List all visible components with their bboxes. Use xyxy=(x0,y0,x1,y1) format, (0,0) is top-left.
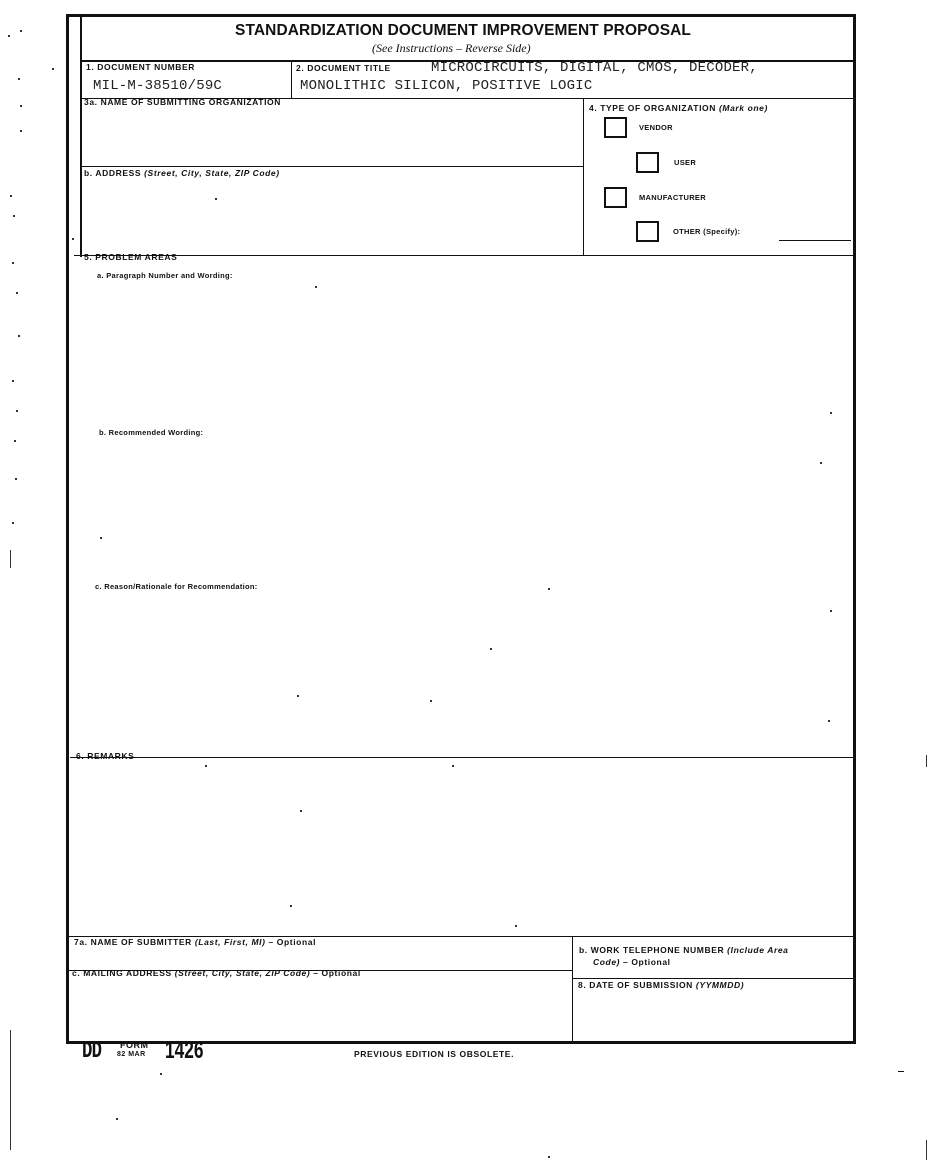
org-name-label: 3a. NAME OF SUBMITTING ORGANIZATION xyxy=(84,97,281,107)
telephone-label-cont: Code) – Optional xyxy=(593,957,671,967)
form-title: STANDARDIZATION DOCUMENT IMPROVEMENT PROPOSAL xyxy=(235,22,692,39)
doc-number-field[interactable]: MIL-M-38510/59C xyxy=(93,78,223,94)
form-number: 1426 xyxy=(165,1037,204,1064)
problem-c-field[interactable] xyxy=(90,596,845,751)
remarks-field[interactable] xyxy=(76,766,846,931)
other-specify-line[interactable] xyxy=(779,240,851,241)
other-checkbox[interactable] xyxy=(636,221,659,242)
vendor-checkbox[interactable] xyxy=(604,117,627,138)
user-checkbox[interactable] xyxy=(636,152,659,173)
form-word: FORM xyxy=(120,1040,149,1050)
user-label: USER xyxy=(674,158,697,167)
date-field[interactable] xyxy=(578,995,848,1039)
problem-b-field[interactable] xyxy=(90,441,845,579)
form-subtitle: (See Instructions – Reverse Side) xyxy=(372,41,531,55)
manufacturer-checkbox[interactable] xyxy=(604,187,627,208)
vendor-label: VENDOR xyxy=(639,123,673,132)
other-label: OTHER (Specify): xyxy=(673,227,741,236)
mailing-address-field[interactable] xyxy=(72,984,567,1039)
doc-title-label: 2. DOCUMENT TITLE xyxy=(296,63,391,73)
obsolete-note: PREVIOUS EDITION IS OBSOLETE. xyxy=(354,1049,515,1059)
form-date: 82 MAR xyxy=(117,1051,146,1058)
address-label: b. ADDRESS (Street, City, State, ZIP Code) xyxy=(84,168,280,178)
problem-areas-label: 5. PROBLEM AREAS xyxy=(84,252,178,262)
doc-number-label: 1. DOCUMENT NUMBER xyxy=(86,62,196,72)
mailing-address-label: c. MAILING ADDRESS (Street, City, State, ZIP Code) – Optional xyxy=(72,968,361,978)
manufacturer-label: MANUFACTURER xyxy=(639,193,706,202)
problem-a-label: a. Paragraph Number and Wording: xyxy=(97,271,233,280)
date-label: 8. DATE OF SUBMISSION (YYMMDD) xyxy=(578,980,745,990)
problem-a-field[interactable] xyxy=(90,284,845,424)
problem-b-label: b. Recommended Wording: xyxy=(99,428,204,437)
remarks-label: 6. REMARKS xyxy=(76,751,135,761)
doc-title-line2[interactable]: MONOLITHIC SILICON, POSITIVE LOGIC xyxy=(300,78,593,94)
org-name-field[interactable] xyxy=(84,110,579,164)
telephone-label: b. WORK TELEPHONE NUMBER (Include Area xyxy=(579,945,789,955)
submitter-field[interactable] xyxy=(74,950,569,968)
submitter-label: 7a. NAME OF SUBMITTER (Last, First, MI) – Optional xyxy=(74,937,317,947)
dd-mark: DD xyxy=(82,1038,102,1064)
doc-title-line1[interactable]: MICROCIRCUITS, DIGITAL, CMOS, DECODER, xyxy=(431,60,758,76)
org-type-label: 4. TYPE OF ORGANIZATION (Mark one) xyxy=(589,103,768,113)
problem-c-label: c. Reason/Rationale for Recommendation: xyxy=(95,582,258,591)
address-field[interactable] xyxy=(84,182,579,252)
